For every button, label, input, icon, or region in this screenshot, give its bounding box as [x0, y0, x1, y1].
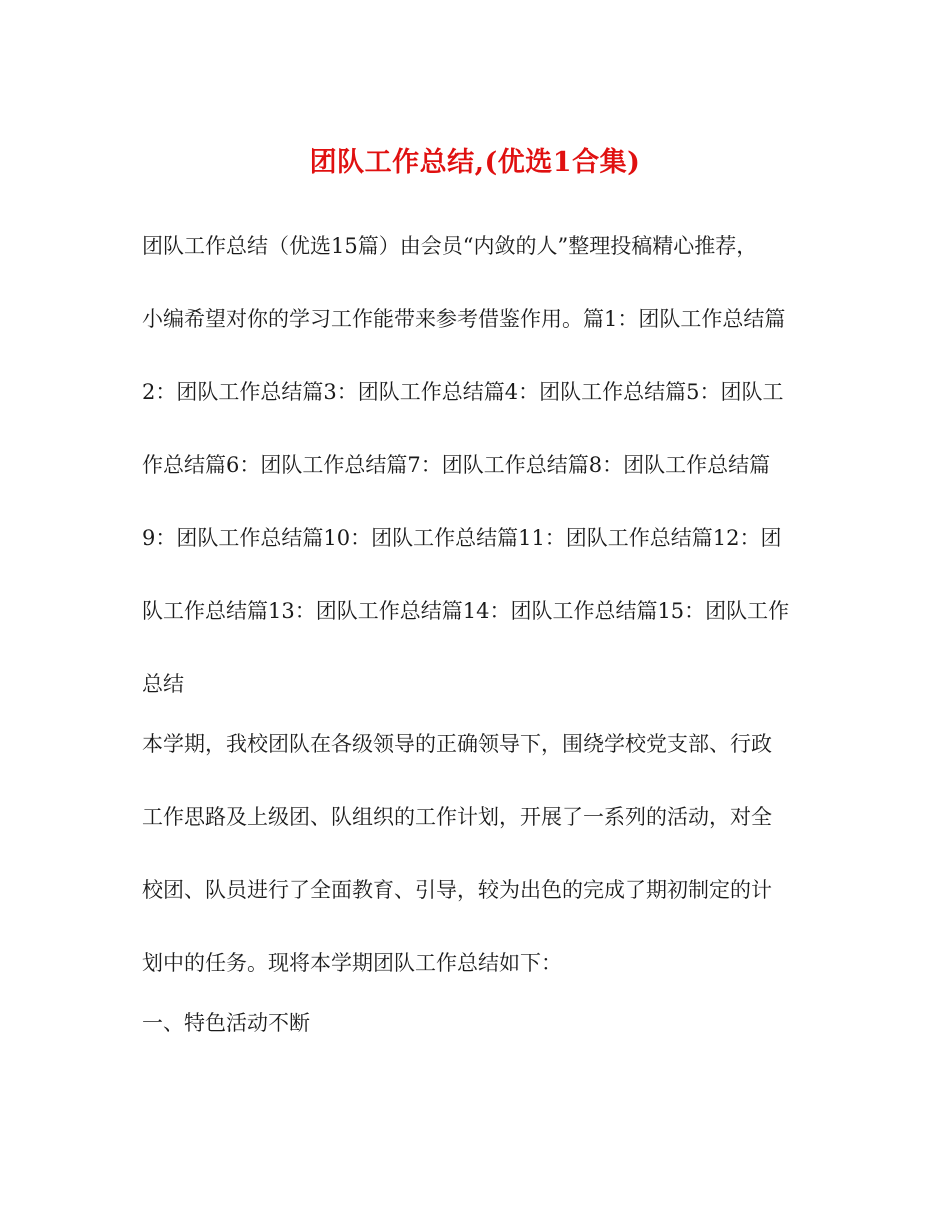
body-line-4: 划中的任务。现将本学期团队工作总结如下：: [142, 951, 562, 975]
section-heading: 一、特色活动不断: [142, 1011, 310, 1035]
document-title: 团队工作总结,(优选1合集): [309, 147, 641, 178]
intro-line-4: 作总结篇6：团队工作总结篇7：团队工作总结篇8：团队工作总结篇: [142, 453, 771, 477]
body-line-1: 本学期，我校团队在各级领导的正确领导下，围绕学校党支部、行政: [142, 732, 772, 756]
intro-line-1: 团队工作总结（优选15篇）由会员“内敛的人”整理投稿精心推荐，: [142, 234, 758, 258]
intro-line-6: 队工作总结篇13：团队工作总结篇14：团队工作总结篇15：团队工作: [142, 599, 790, 623]
intro-line-5: 9：团队工作总结篇10：团队工作总结篇11：团队工作总结篇12：团: [142, 526, 782, 550]
body-line-3: 校团、队员进行了全面教育、引导，较为出色的完成了期初制定的计: [142, 878, 772, 902]
intro-line-3: 2：团队工作总结篇3：团队工作总结篇4：团队工作总结篇5：团队工: [142, 380, 784, 404]
intro-line-7: 总结: [142, 672, 184, 696]
intro-line-2: 小编希望对你的学习工作能带来参考借鉴作用。篇1：团队工作总结篇: [142, 307, 786, 331]
body-line-2: 工作思路及上级团、队组织的工作计划，开展了一系列的活动，对全: [142, 805, 772, 829]
